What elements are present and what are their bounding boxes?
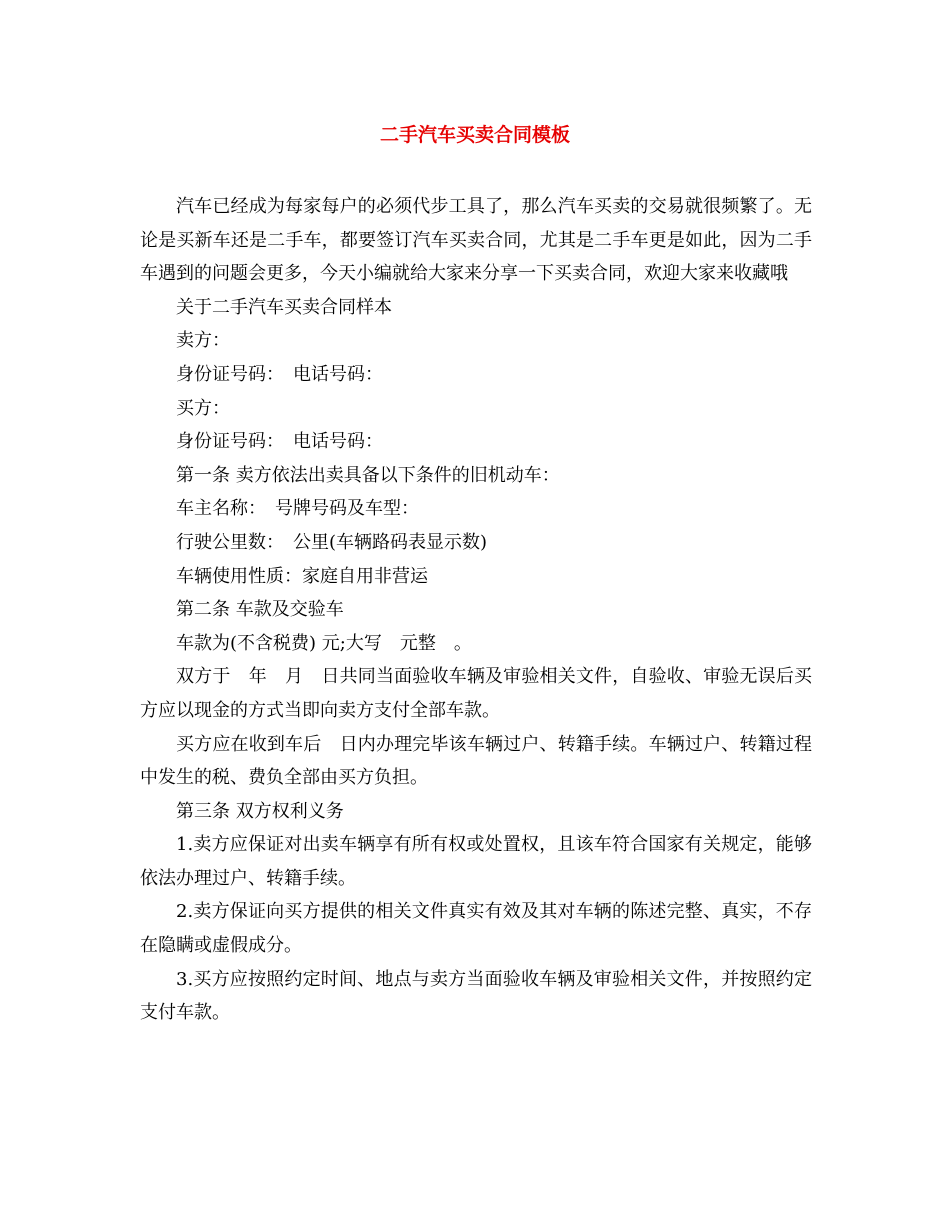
article-1-heading: 第一条 卖方依法出卖具备以下条件的旧机动车： <box>176 464 560 486</box>
article-2-heading: 第二条 车款及交验车 <box>176 599 344 621</box>
clause-2: 2.卖方保证向买方提供的相关文件真实有效及其对车辆的陈述完整、真实，不存在隐瞒或虚假成分。 <box>140 901 812 957</box>
buyer-id-phone: 身份证号码： 电话号码： <box>176 431 383 453</box>
document-title: 二手汽车买卖合同模板 <box>379 124 570 146</box>
seller-label: 卖方： <box>176 330 230 352</box>
inspection-paragraph: 双方于 年 月 日共同当面验收车辆及审验相关文件，自验收、审验无误后买方应以现金的方式当即向卖方支付全部车款。 <box>140 666 812 721</box>
transfer-paragraph: 买方应在收到车后 日内办理完毕该车辆过户、转籍手续。车辆过户、转籍过程中发生的税、费负全部由买方负担。 <box>140 733 812 789</box>
mileage-line: 行驶公里数： 公里(车辆路码表显示数) <box>176 531 488 553</box>
clause-1: 1.卖方应保证对出卖车辆享有所有权或处置权，且该车符合国家有关规定，能够依法办理过户、转籍手续。 <box>140 834 812 889</box>
usage-line: 车辆使用性质：家庭自用非营运 <box>176 565 428 587</box>
document-body <box>140 190 812 1030</box>
seller-id-phone: 身份证号码： 电话号码： <box>176 363 383 385</box>
clause-3: 3.买方应按照约定时间、地点与卖方当面验收车辆及审验相关文件，并按照约定支付车款。 <box>140 968 812 1024</box>
buyer-label: 买方： <box>176 397 230 419</box>
owner-plate-line: 车主名称： 号牌号码及车型： <box>176 498 419 520</box>
intro-paragraph: 汽车已经成为每家每户的必须代步工具了，那么汽车买卖的交易就很频繁了。无论是买新车还是二手车，都要签订汽车买卖合同，尤其是二手车更是如此，因为二手车遇到的问题会更多，今天小编就给大家来分享一下买卖合同，欢迎大家来收藏哦 <box>140 196 812 285</box>
price-line: 车款为(不含税费) 元;大写 元整 。 <box>176 632 472 654</box>
sample-heading: 关于二手汽车买卖合同样本 <box>176 296 392 318</box>
article-3-heading: 第三条 双方权利义务 <box>176 800 344 822</box>
